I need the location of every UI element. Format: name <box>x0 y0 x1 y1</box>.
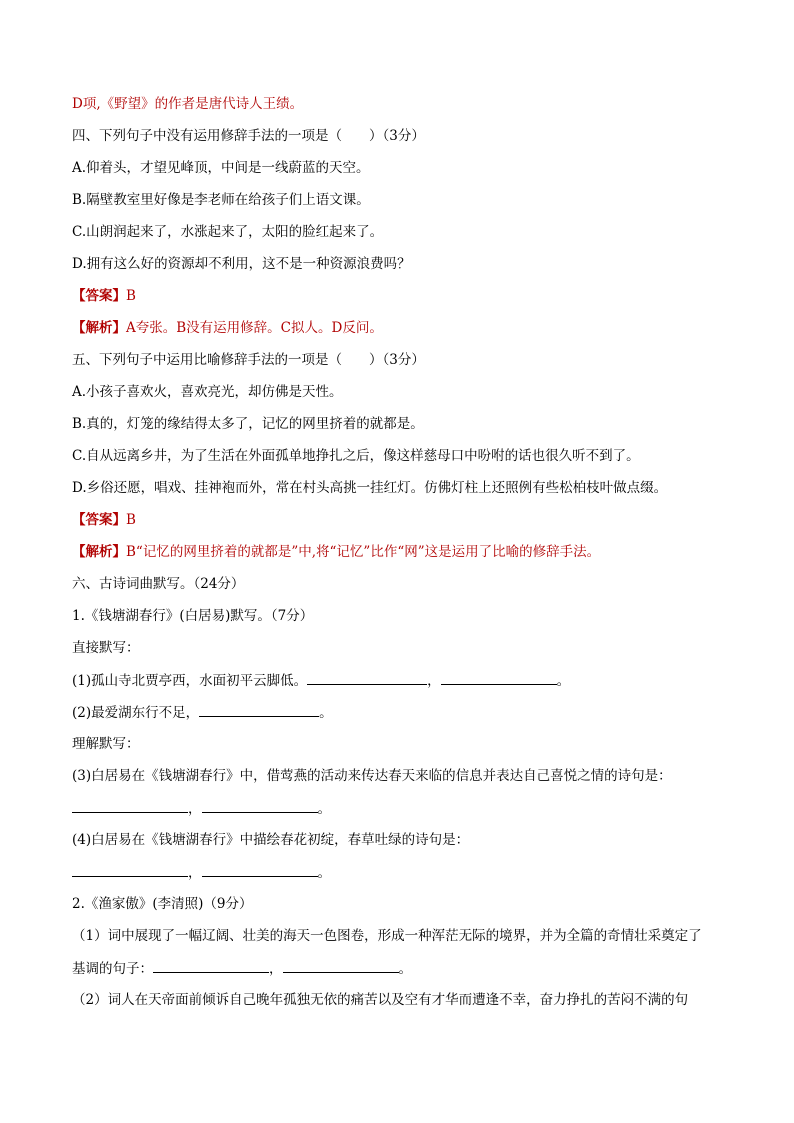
section-6-title: 六、古诗词曲默写。（24分） <box>72 576 245 592</box>
recall-item-3: (3)白居易在《钱塘湖春行》中，借莺燕的活动来传达春天来临的信息并表达自己喜悦之情的诗句是： <box>72 768 672 784</box>
answer-value: B <box>126 288 136 304</box>
question-5-answer <box>72 510 136 530</box>
sub-question-1-text: 基调的句子： <box>72 961 153 977</box>
direct-recall-label: 直接默写： <box>72 640 140 656</box>
recall-item-4-answer <box>72 862 331 883</box>
answer-tag: 【答案】 <box>72 288 126 304</box>
sub-question-1-line-1: （1）词中展现了一幅辽阔、壮美的海天一色图卷，形成一种浑茫无际的境界，并为全篇的奇情壮采奠定了 <box>72 928 702 944</box>
answer-blank[interactable] <box>153 958 269 973</box>
answer-blank[interactable] <box>72 798 188 813</box>
recall-item-2-text: (2)最爱湖东行不足， <box>72 705 200 721</box>
recall-item-1 <box>72 670 570 691</box>
question-4-option-d: D.拥有这么好的资源却不利用，这不是一种资源浪费吗？ <box>72 256 411 272</box>
sub-question-1-line-2 <box>72 958 412 979</box>
explanation-tag: 【解析】 <box>72 544 126 560</box>
sub-question-2-line-1: （2）词人在天帝面前倾诉自己晚年孤独无依的痛苦以及空有才华而遭逢不幸，奋力挣扎的苦闷不满的句 <box>72 992 689 1008</box>
poem-2-heading: 2.《渔家傲》(李清照)（9分） <box>72 896 253 912</box>
explanation-text: A夸张。B没有运用修辞。C拟人。D反问。 <box>126 320 383 336</box>
question-4-answer <box>72 286 136 306</box>
question-4-title: 四、下列句子中没有运用修辞手法的一项是（ ）（3分） <box>72 128 425 144</box>
comma: ， <box>427 673 441 689</box>
recall-item-2 <box>72 702 333 723</box>
recall-item-3-answer <box>72 798 331 819</box>
poem-1-heading: 1.《钱塘湖春行》(白居易)默写。（7分） <box>72 608 314 624</box>
answer-blank[interactable] <box>72 862 188 877</box>
period: 。 <box>398 961 412 977</box>
recall-item-4: (4)白居易在《钱塘湖春行》中描绘春花初绽，春草吐绿的诗句是： <box>72 832 470 848</box>
period: 。 <box>319 705 333 721</box>
explanation-line: D项,《野望》的作者是唐代诗人王绩。 <box>72 96 304 112</box>
comma: ， <box>188 801 202 817</box>
period: 。 <box>317 865 331 881</box>
period: 。 <box>317 801 331 817</box>
comma: ， <box>188 865 202 881</box>
question-5-option-a: A.小孩子喜欢火，喜欢亮光，却仿佛是天性。 <box>72 384 343 400</box>
recall-item-1-text: (1)孤山寺北贾亭西，水面初平云脚低。 <box>72 673 308 689</box>
question-5-option-b: B.真的，灯笼的缘结得太多了，记忆的网里挤着的就都是。 <box>72 416 424 432</box>
period: 。 <box>556 673 571 689</box>
answer-blank[interactable] <box>441 670 557 685</box>
question-4-explanation <box>72 318 383 338</box>
question-4-option-b: B.隔壁教室里好像是李老师在给孩子们上语文课。 <box>72 192 370 208</box>
question-5-title: 五、下列句子中运用比喻修辞手法的一项是（ ）（3分） <box>72 352 425 368</box>
answer-blank[interactable] <box>283 958 399 973</box>
question-5-option-c: C.自从远离乡井，为了生活在外面孤单地挣扎之后，像这样慈母口中吩咐的话也很久听不到了。 <box>72 448 640 464</box>
understanding-recall-label: 理解默写： <box>72 736 140 752</box>
explanation-tag: 【解析】 <box>72 320 126 336</box>
question-5-option-d: D.乡俗还愿，唱戏、挂神袍而外，常在村头高挑一挂红灯。仿佛灯柱上还照例有些松柏枝叶做点缀。 <box>72 480 668 496</box>
answer-blank[interactable] <box>202 862 318 877</box>
question-4-option-c: C.山朗润起来了，水涨起来了，太阳的脸红起来了。 <box>72 224 384 240</box>
answer-blank[interactable] <box>202 798 318 813</box>
comma: ， <box>269 961 283 977</box>
explanation-text: B“记忆的网里挤着的就都是”中,将“记忆”比作“网”这是运用了比喻的修辞手法。 <box>126 544 601 560</box>
answer-blank[interactable] <box>199 702 319 717</box>
answer-value: B <box>126 512 136 528</box>
answer-blank[interactable] <box>307 670 427 685</box>
answer-tag: 【答案】 <box>72 512 126 528</box>
question-4-option-a: A.仰着头，才望见峰顶，中间是一线蔚蓝的天空。 <box>72 160 370 176</box>
question-5-explanation <box>72 542 600 562</box>
